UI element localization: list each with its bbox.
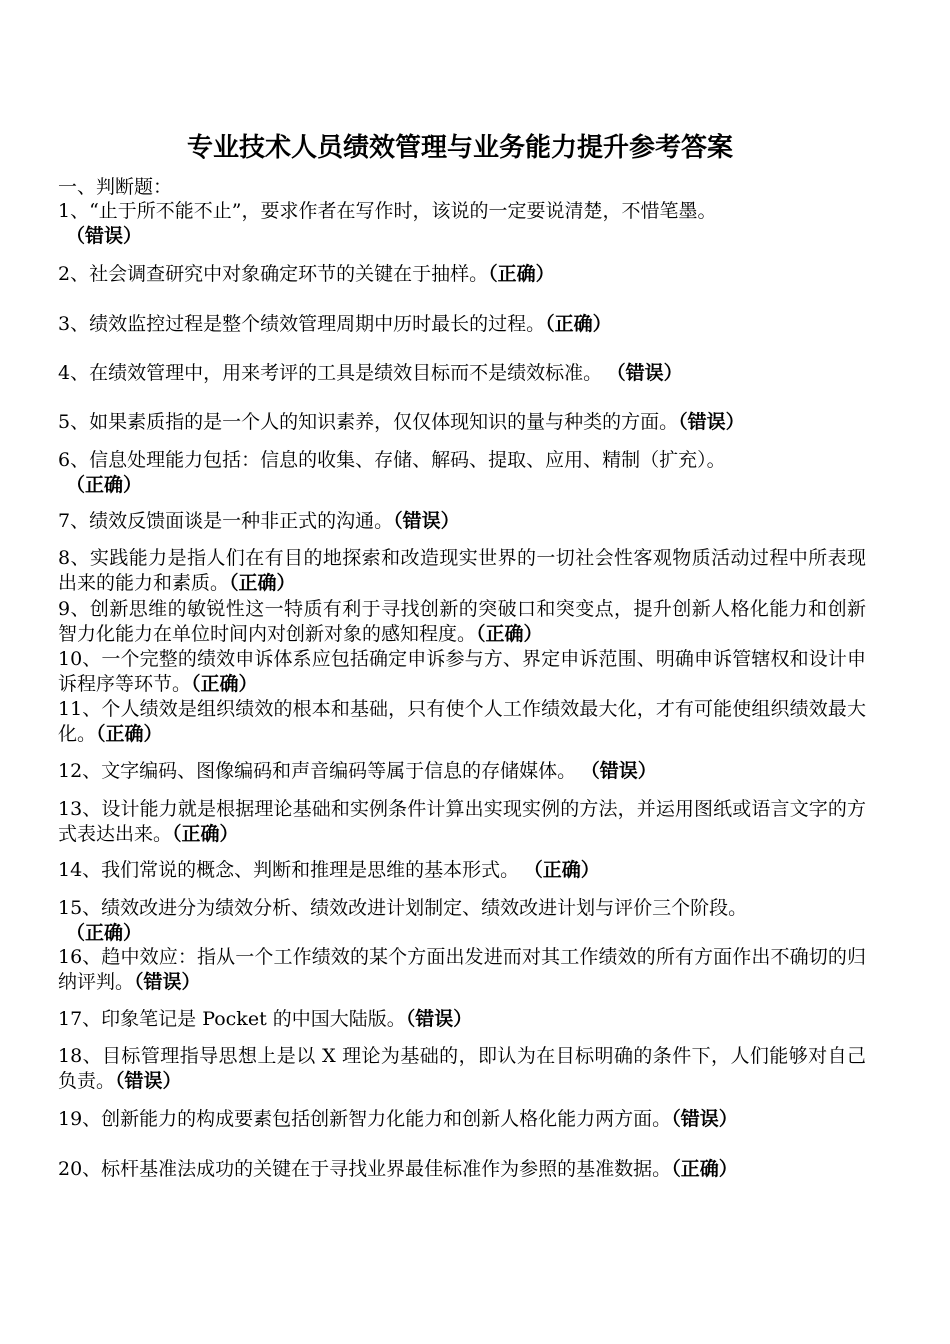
item-answer: （正确） xyxy=(96,723,163,745)
item-text: 19、创新能力的构成要素包括创新智力化能力和创新人格化能力两方面。 xyxy=(58,1108,672,1130)
item-text: 13、设计能力就是根据理论基础和实例条件计算出实现实例的方法，并运用图纸或语言文字的方式表达出来。 xyxy=(58,798,866,845)
item-text: 7、绩效反馈面谈是一种非正式的沟通。 xyxy=(58,510,394,532)
item-answer: （正确） xyxy=(229,572,296,594)
item-text: 18、目标管理指导思想上是以 X 理论为基础的，即认为在目标明确的条件下，人们能够对自己负责。 xyxy=(58,1045,866,1092)
list-item xyxy=(58,1157,866,1182)
item-text: 15、绩效改进分为绩效分析、绩效改进计划制定、绩效改进计划与评价三个阶段。 xyxy=(58,897,748,919)
list-item xyxy=(58,312,866,337)
section-heading: 一、判断题： xyxy=(58,176,173,198)
item-answer: （错误） xyxy=(590,760,657,782)
item-text: 5、如果素质指的是一个人的知识素养，仅仅体现知识的量与种类的方面。 xyxy=(58,411,679,433)
list-item xyxy=(58,1007,866,1032)
item-text: 4、在绩效管理中，用来考评的工具是绩效目标而不是绩效标准。 xyxy=(58,362,603,384)
item-answer: （正确） xyxy=(488,263,555,285)
list-item xyxy=(58,945,866,995)
item-answer: （正确） xyxy=(191,673,258,695)
item-text: 9、创新思维的敏锐性这一特质有利于寻找创新的突破口和突变点，提升创新人格化能力和创新智力化能力在单位时间内对创新对象的感知程度。 xyxy=(58,598,866,645)
item-text: 14、我们常说的概念、判断和推理是思维的基本形式。 xyxy=(58,859,520,881)
item-answer: （正确） xyxy=(172,823,239,845)
list-item xyxy=(58,1044,866,1094)
item-answer: （错误） xyxy=(115,1070,182,1092)
item-answer: （正确） xyxy=(533,859,600,881)
list-item xyxy=(58,199,866,249)
list-item xyxy=(58,546,866,596)
item-answer: （正确） xyxy=(66,474,143,496)
item-text: 8、实践能力是指人们在有目的地探索和改造现实世界的一切社会性客观物质活动过程中所表现出来的能力和素质。 xyxy=(58,547,866,594)
item-text: 10、一个完整的绩效申诉体系应包括确定申诉参与方、界定申诉范围、明确申诉管辖权和设计申诉程序等环节。 xyxy=(58,648,866,695)
item-text: 2、社会调查研究中对象确定环节的关键在于抽样。 xyxy=(58,263,489,285)
list-item xyxy=(58,858,866,883)
list-item xyxy=(58,262,866,287)
list-item xyxy=(58,1107,866,1132)
page-title: 专业技术人员绩效管理与业务能力提升参考答案 xyxy=(186,133,733,163)
list-item xyxy=(58,759,866,784)
item-answer: （错误） xyxy=(134,971,201,993)
item-answer: （错误） xyxy=(393,510,460,532)
item-answer: （错误） xyxy=(616,362,683,384)
item-answer: （正确） xyxy=(671,1158,738,1180)
list-item xyxy=(58,697,866,747)
list-item xyxy=(58,896,866,946)
item-answer: （错误） xyxy=(671,1108,738,1130)
item-text: 1、“止于所不能不止”，要求作者在写作时，该说的一定要说清楚，不惜笔墨。 xyxy=(58,200,717,222)
item-answer: （正确） xyxy=(545,313,612,335)
item-text: 17、印象笔记是 Pocket 的中国大陆版。 xyxy=(58,1008,406,1030)
list-item xyxy=(58,410,866,435)
item-answer: （错误） xyxy=(405,1008,473,1030)
item-answer: （错误） xyxy=(66,225,143,247)
item-text: 3、绩效监控过程是整个绩效管理周期中历时最长的过程。 xyxy=(58,313,546,335)
list-item xyxy=(58,647,866,697)
list-item xyxy=(58,509,866,534)
item-text: 16、趋中效应：指从一个工作绩效的某个方面出发进而对其工作绩效的所有方面作出不确切的归纳评判。 xyxy=(58,946,866,993)
list-item xyxy=(58,361,866,386)
item-answer: （正确） xyxy=(476,623,543,645)
list-item xyxy=(58,448,866,498)
item-text: 12、文字编码、图像编码和声音编码等属于信息的存储媒体。 xyxy=(58,760,577,782)
list-item xyxy=(58,797,866,847)
list-item xyxy=(58,597,866,647)
item-text: 20、标杆基准法成功的关键在于寻找业界最佳标准作为参照的基准数据。 xyxy=(58,1158,672,1180)
item-answer: （正确） xyxy=(66,922,143,944)
item-text: 11、个人绩效是组织绩效的根本和基础，只有使个人工作绩效最大化，才有可能使组织绩效最大化。 xyxy=(58,698,866,745)
item-text: 6、信息处理能力包括：信息的收集、存储、解码、提取、应用、精制（扩充）。 xyxy=(58,449,726,471)
item-answer: （错误） xyxy=(678,411,745,433)
